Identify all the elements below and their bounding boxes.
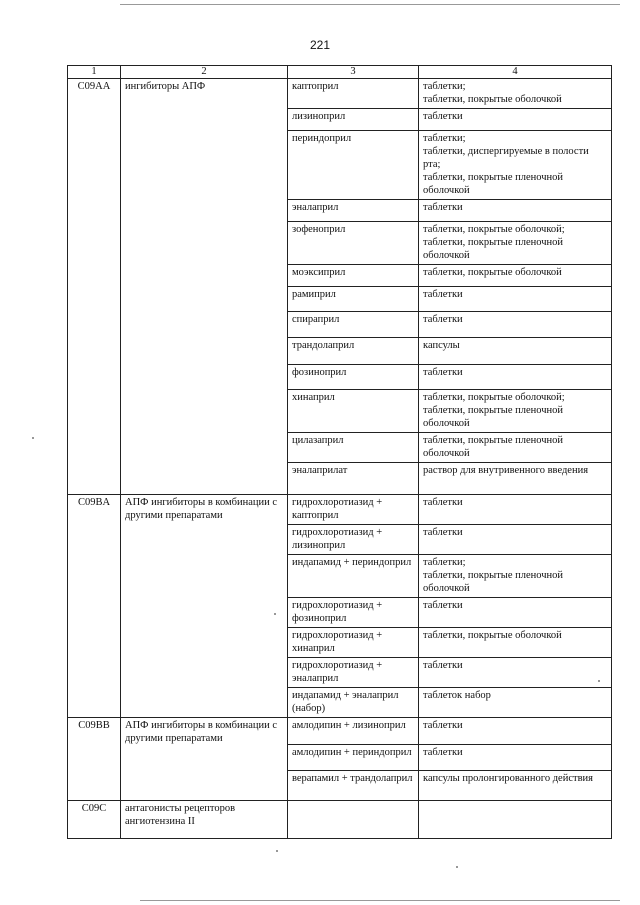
column-header: 3	[288, 66, 419, 79]
column-header: 1	[68, 66, 121, 79]
dosage-form-cell: таблетки	[419, 718, 612, 745]
page-number: 221	[309, 38, 331, 52]
substance-cell: амлодипин + лизиноприл	[288, 718, 419, 745]
drug-classification-table	[67, 65, 612, 839]
atc-code-cell: C09AA	[68, 79, 121, 495]
dosage-form-cell: таблетки	[419, 525, 612, 555]
dosage-form-cell: капсулы пролонгированного действия	[419, 771, 612, 801]
table-body	[68, 79, 612, 839]
scan-speck	[32, 437, 34, 439]
dosage-form-cell: раствор для внутривенного введения	[419, 463, 612, 495]
substance-cell: спираприл	[288, 312, 419, 338]
substance-cell	[288, 801, 419, 839]
dosage-form-cell: таблетки, покрытые оболочкой	[419, 265, 612, 287]
dosage-form-cell: таблетки, покрытые оболочкой; таблетки, покрытые пленочной оболочкой	[419, 222, 612, 265]
dosage-form-cell	[419, 801, 612, 839]
dosage-form-cell: таблетки, покрытые пленочной оболочкой	[419, 433, 612, 463]
substance-cell: гидрохлоротиазид + каптоприл	[288, 495, 419, 525]
column-header: 2	[121, 66, 288, 79]
table-row	[68, 495, 612, 525]
table-row	[68, 79, 612, 109]
substance-cell: цилазаприл	[288, 433, 419, 463]
dosage-form-cell: таблетки, покрытые оболочкой	[419, 628, 612, 658]
substance-cell: периндоприл	[288, 131, 419, 200]
scan-speck	[276, 850, 278, 852]
substance-cell: эналаприл	[288, 200, 419, 222]
dosage-form-cell: таблетки	[419, 312, 612, 338]
dosage-form-cell: таблетки	[419, 495, 612, 525]
substance-cell: лизиноприл	[288, 109, 419, 131]
dosage-form-cell: таблетки	[419, 200, 612, 222]
group-name-cell: АПФ ингибиторы в комбинации с другими препаратами	[121, 718, 288, 801]
scan-top-line	[120, 4, 620, 5]
table-row	[68, 718, 612, 745]
substance-cell: индапамид + эналаприл (набор)	[288, 688, 419, 718]
substance-cell: каптоприл	[288, 79, 419, 109]
group-name-cell: ингибиторы АПФ	[121, 79, 288, 495]
substance-cell: верапамил + трандолаприл	[288, 771, 419, 801]
atc-code-cell: C09C	[68, 801, 121, 839]
substance-cell: гидрохлоротиазид + хинаприл	[288, 628, 419, 658]
atc-code-cell: C09BA	[68, 495, 121, 718]
substance-cell: гидрохлоротиазид + эналаприл	[288, 658, 419, 688]
group-name-cell: антагонисты рецепторов ангиотензина II	[121, 801, 288, 839]
dosage-form-cell: таблеток набор	[419, 688, 612, 718]
dosage-form-cell: таблетки, покрытые оболочкой; таблетки, покрытые пленочной оболочкой	[419, 390, 612, 433]
substance-cell: эналаприлат	[288, 463, 419, 495]
substance-cell: рамиприл	[288, 287, 419, 312]
substance-cell: гидрохлоротиазид + фозиноприл	[288, 598, 419, 628]
dosage-form-cell: таблетки; таблетки, покрытые оболочкой	[419, 79, 612, 109]
substance-cell: хинаприл	[288, 390, 419, 433]
dosage-form-cell: таблетки	[419, 745, 612, 771]
scan-speck	[456, 866, 458, 868]
dosage-form-cell: таблетки; таблетки, диспергируемые в полости рта; таблетки, покрытые пленочной оболочкой	[419, 131, 612, 200]
substance-cell: трандолаприл	[288, 338, 419, 365]
dosage-form-cell: капсулы	[419, 338, 612, 365]
substance-cell: гидрохлоротиазид + лизиноприл	[288, 525, 419, 555]
dosage-form-cell: таблетки	[419, 598, 612, 628]
dosage-form-cell: таблетки	[419, 287, 612, 312]
dosage-form-cell: таблетки; таблетки, покрытые пленочной оболочкой	[419, 555, 612, 598]
substance-cell: зофеноприл	[288, 222, 419, 265]
group-name-cell: АПФ ингибиторы в комбинации с другими препаратами	[121, 495, 288, 718]
atc-code-cell: C09BB	[68, 718, 121, 801]
scan-bottom-line	[140, 900, 620, 901]
dosage-form-cell: таблетки	[419, 109, 612, 131]
dosage-form-cell: таблетки	[419, 658, 612, 688]
dosage-form-cell: таблетки	[419, 365, 612, 390]
table-header-row	[68, 66, 612, 79]
substance-cell: моэксиприл	[288, 265, 419, 287]
substance-cell: амлодипин + периндоприл	[288, 745, 419, 771]
substance-cell: фозиноприл	[288, 365, 419, 390]
table-row	[68, 801, 612, 839]
substance-cell: индапамид + периндоприл	[288, 555, 419, 598]
column-header: 4	[419, 66, 612, 79]
